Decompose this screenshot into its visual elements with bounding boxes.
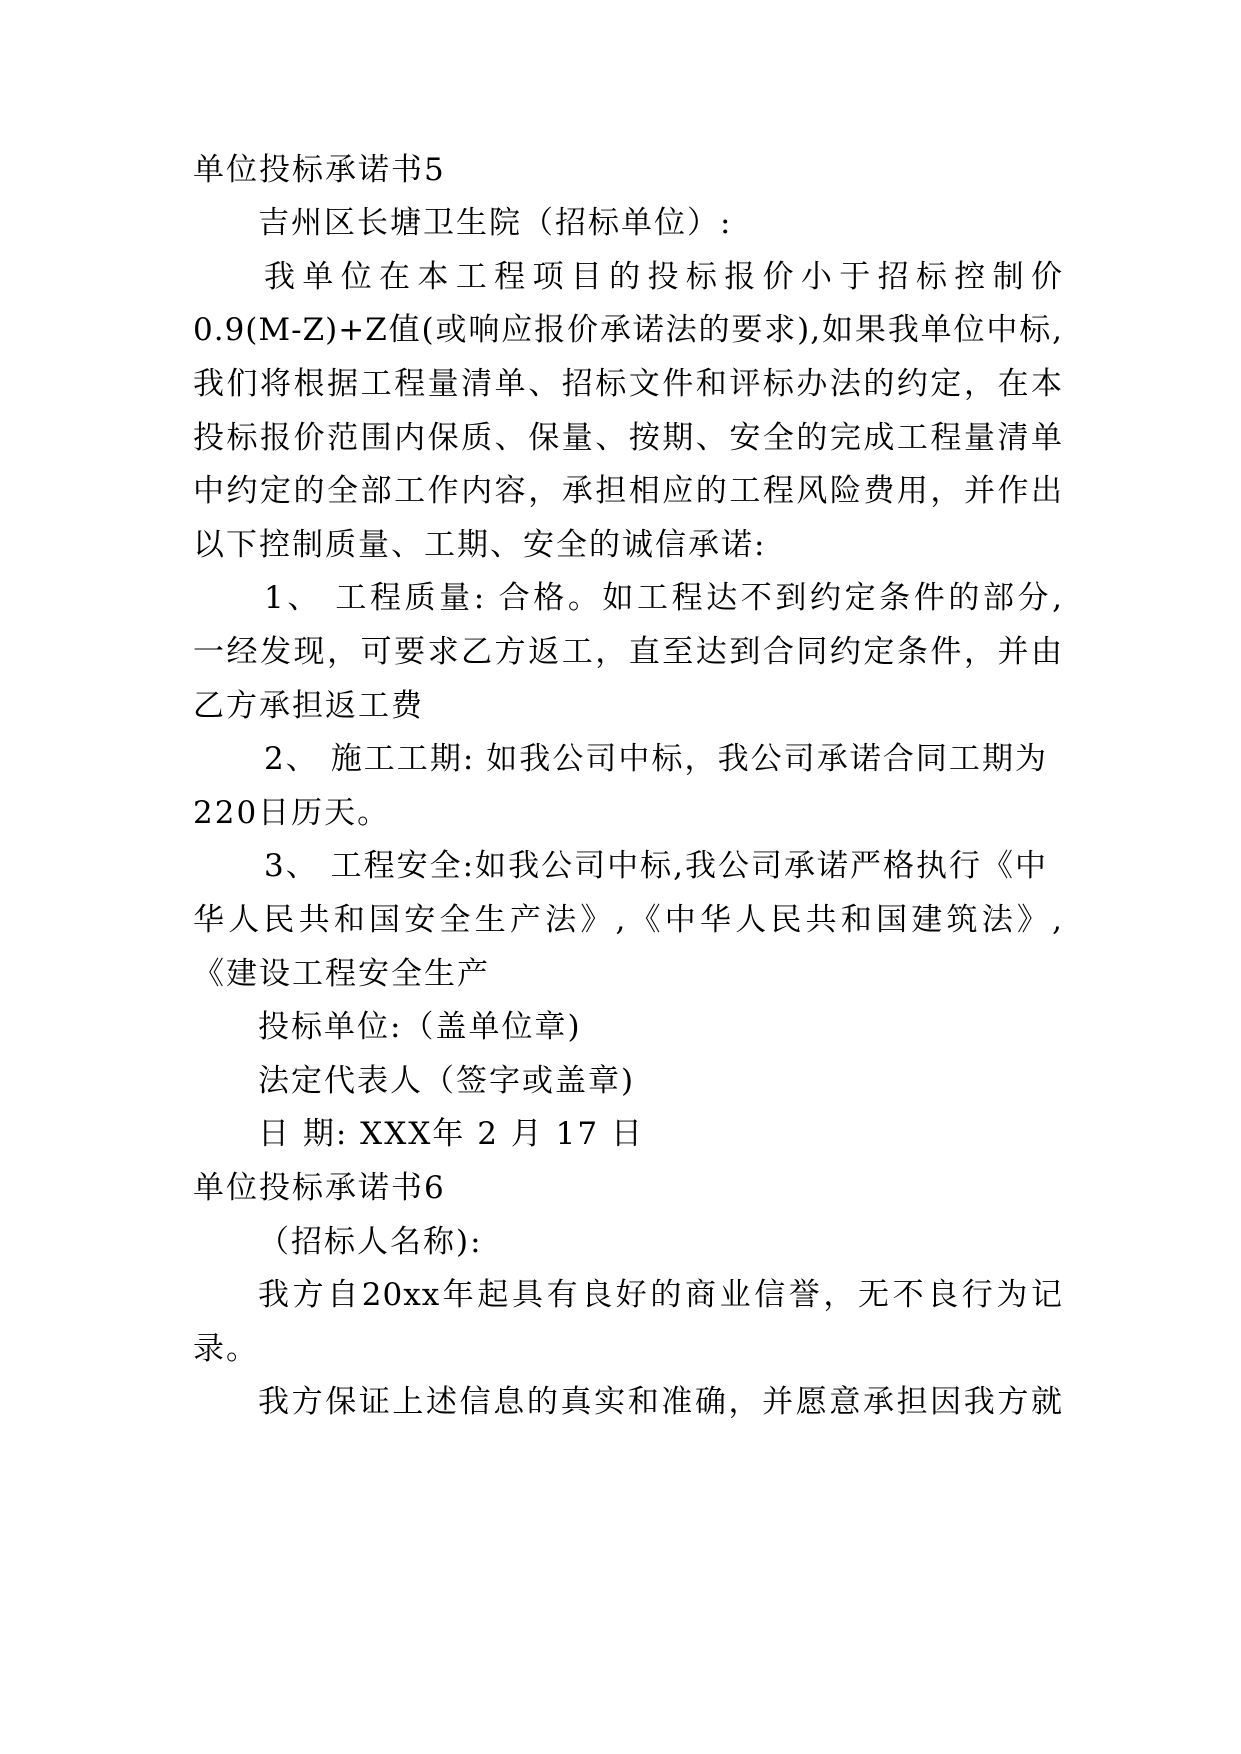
paragraph-line: 我方自20xx年起具有良好的商业信誉，无不良行为记	[258, 1277, 1063, 1313]
paragraph-line: 我们将根据工程量清单、招标文件和评标办法的约定，在本	[193, 366, 1063, 402]
paragraph-line: 投标报价范围内保质、保量、按期、安全的完成工程量清单	[193, 420, 1063, 456]
list-item-quality: 1、 工程质量: 合格。如工程达不到约定条件的部分,	[264, 580, 1063, 616]
paragraph-line: 以下控制质量、工期、安全的诚信承诺:	[193, 527, 767, 563]
paragraph-line: 中约定的全部工作内容，承担相应的工程风险费用，并作出	[193, 473, 1063, 509]
paragraph-line: 《建设工程安全生产	[193, 956, 490, 992]
addressee-line: 吉州区长塘卫生院（招标单位）:	[258, 205, 733, 241]
list-item-schedule: 2、 施工工期: 如我公司中标，我公司承诺合同工期为	[264, 741, 1047, 777]
paragraph-line: 0.9(M-Z)+Z值(或响应报价承诺法的要求),如果我单位中标,	[193, 312, 1063, 348]
legal-rep-line: 法定代表人（签字或盖章)	[258, 1063, 636, 1099]
paragraph-line: 乙方承担返工费	[193, 688, 424, 724]
paragraph-line: 录。	[193, 1331, 259, 1367]
paragraph-line: 华人民共和国安全生产法》,《中华人民共和国建筑法》,	[193, 902, 1063, 938]
bidder-seal-line: 投标单位:（盖单位章)	[258, 1009, 582, 1045]
section-title-6: 单位投标承诺书6	[193, 1170, 446, 1206]
date-line: 日 期: XXX年 2 月 17 日	[258, 1116, 644, 1152]
paragraph-line: 一经发现，可要求乙方返工，直至达到合同约定条件，并由	[193, 634, 1063, 670]
paragraph-line: 220日历天。	[193, 795, 391, 831]
paragraph-line: 我单位在本工程项目的投标报价小于招标控制价	[264, 259, 1063, 295]
addressee-line: （招标人名称):	[258, 1224, 483, 1260]
paragraph-line: 我方保证上述信息的真实和准确，并愿意承担因我方就	[258, 1384, 1063, 1420]
list-item-safety: 3、 工程安全:如我公司中标,我公司承诺严格执行《中	[264, 848, 1047, 884]
section-title-5: 单位投标承诺书5	[193, 152, 446, 188]
